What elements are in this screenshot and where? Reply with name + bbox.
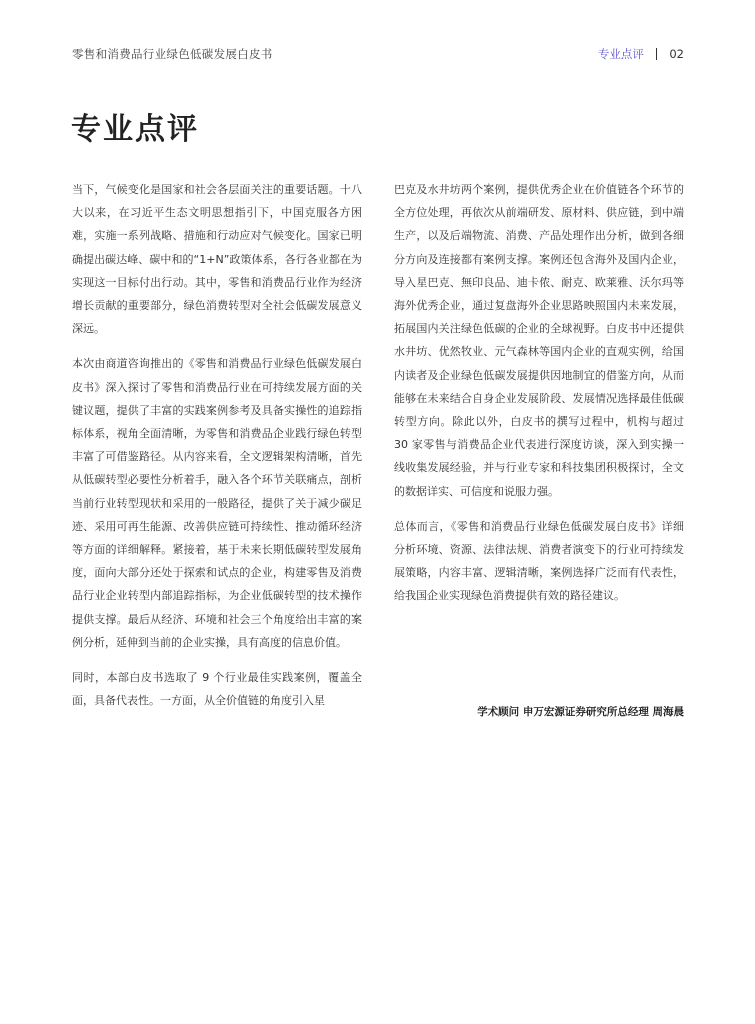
section-name: 专业点评 — [597, 47, 644, 61]
paragraph: 当下，气候变化是国家和社会各层面关注的重要话题。十八大以来，在习近平生态文明思想指引下，中国克服各方困难，实施一系列战略、措施和行动应对气候变化。国家已明确提出碳达峰、碳中和的“1+N”政策体系，各行各业都在为实现这一目标付出行动。其中，零售和消费品行业作为经济增长贡献的重要部分，绿色消费转型对全社会低碳发展意义深远。 — [72, 183, 362, 336]
page-header — [72, 46, 684, 66]
document-title: 零售和消费品行业绿色低碳发展白皮书 — [72, 47, 273, 61]
header-divider — [656, 48, 658, 60]
paragraph: 总体而言，《零售和消费品行业绿色低碳发展白皮书》详细分析环境、资源、法律法规、消费者演变下的行业可持续发展策略，内容丰富、逻辑清晰，案例选择广泛而有代表性，给我国企业实现绿色消费提供有效的路径建议。 — [394, 519, 684, 603]
left-column — [72, 178, 362, 724]
paragraph: 本次由商道咨询推出的《零售和消费品行业绿色低碳发展白皮书》深入探讨了零售和消费品行业在可持续发展方面的关键议题，提供了丰富的实践案例参考及具备实操性的追踪指标体系，视角全面清晰，为零售和消费品企业践行绿色转型丰富了可借鉴路径。从内容来看，全文逻辑架构清晰，首先从低碳转型必要性分析着手，融入各个环节关联痛点，剖析当前行业转型现状和采用的一般路径，提供了关于减少碳足迹、采用可再生能源、改善供应链可持续性、推动循环经济等方面的详细解释。紧接着，基于未来长期低碳转型发展角度，面向大部分还处于探索和试点的企业，构建零售及消费品行业企业转型内部追踪指标，为企业低碳转型的技术操作提供支撑。最后从经济、环境和社会三个角度给出丰富的案例分析，延伸到当前的企业实操，具有高度的信息价值。 — [72, 357, 362, 649]
author-signature: 学术顾问 申万宏源证券研究所总经理 周海晨 — [477, 706, 684, 718]
paragraph: 巴克及水井坊两个案例，提供优秀企业在价值链各个环节的全方位处理，再依次从前端研发、原材料、供应链，到中端生产，以及后端物流、消费、产品处理作出分析，做到各细分方向及连接都有案例支撑。案例还包含海外及国内企业，导入星巴克、無印良品、迪卡侬、耐克、欧莱雅、沃尔玛等海外优秀企业，通过复盘海外企业思路映照国内未来发展，拓展国内关注绿色低碳的企业的全球视野。白皮书中还提供水井坊、优然牧业、元气森林等国内企业的直观实例，给国内读者及企业绿色低碳发展提供因地制宜的借鉴方向，从而能够在未来结合自身企业发展阶段、发展情况选择最佳低碳转型方向。除此以外，白皮书的撰写过程中，机构与超过 30 家零售与消费品企业代表进行深度访谈，深入到实操一线收集发展经验，并与行业专家和科技集团积极探讨，全文的数据详实、可信度和说服力强。 — [394, 183, 684, 498]
page-title: 专业点评 — [71, 112, 199, 147]
header-meta — [598, 46, 684, 62]
right-column — [394, 178, 684, 620]
page-number: 02 — [669, 47, 684, 61]
paragraph: 同时，本部白皮书选取了 9 个行业最佳实践案例，覆盖全面，具备代表性。一方面，从全价值链的角度引入星 — [72, 671, 362, 708]
